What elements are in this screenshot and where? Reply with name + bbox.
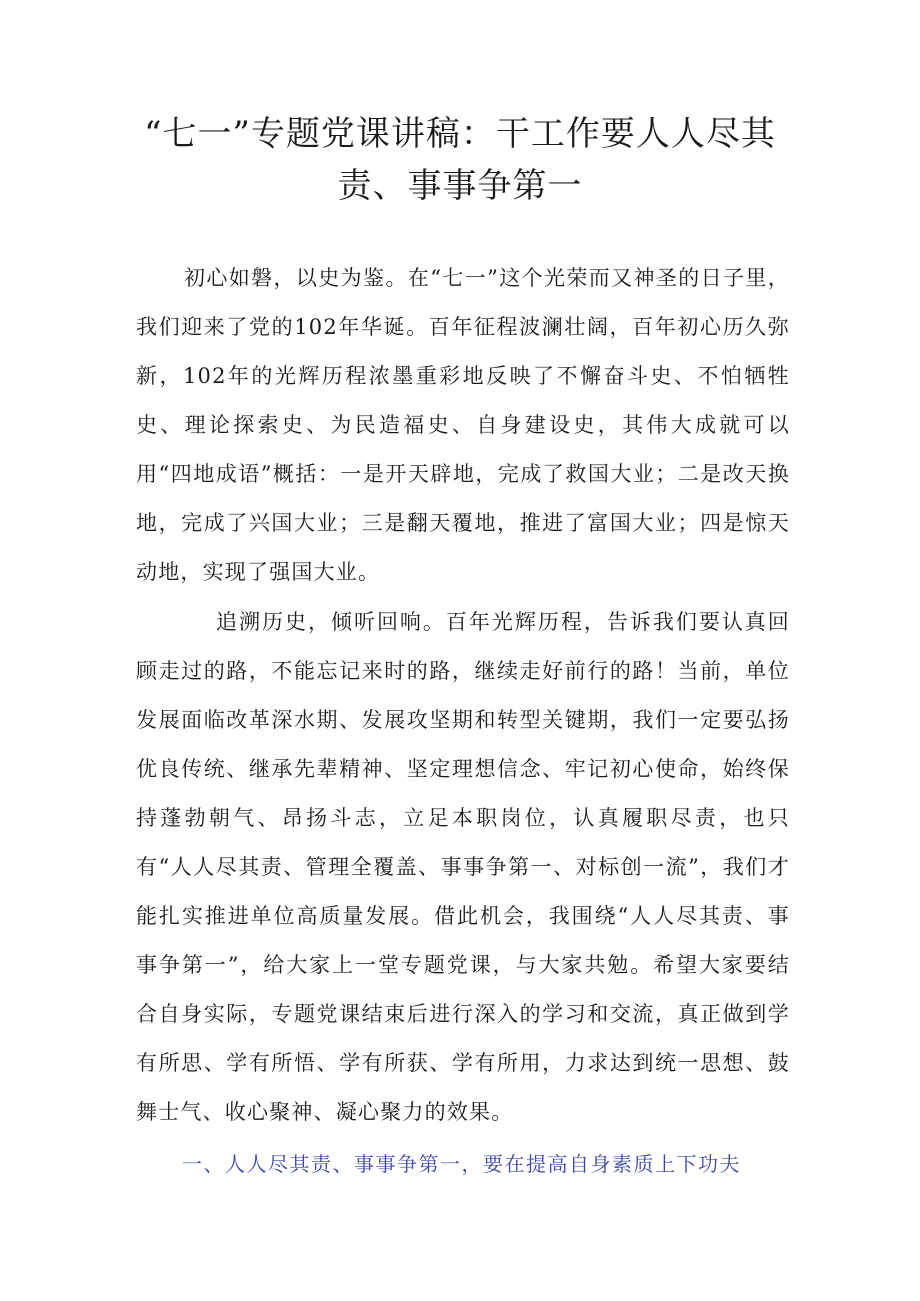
body-paragraph-2: 追溯历史，倾听回响。百年光辉历程，告诉我们要认真回顾走过的路，不能忘记来时的路，继续走好前行的路！当前，单位发展面临改革深水期、发展攻坚期和转型关键期，我们一定要弘扬优良传统、继承先辈精神、坚定理想信念、牢记初心使命，始终保持蓬勃朝气、昂扬斗志，立足本职岗位，认真履职尽责，也只有“人人尽其责、管理全覆盖、事事争第一、对标创一流”，我们才能扎实推进单位高质量发展。借此机会，我围绕“人人尽其责、事事争第一”，给大家上一堂专题党课，与大家共勉。希望大家要结合自身实际，专题党课结束后进行深入的学习和交流，真正做到学有所思、学有所悟、学有所获、学有所用，力求达到统一思想、鼓舞士气、收心聚神、凝心聚力的效果。 [136,610,790,1124]
section-heading-1: 一、人人尽其责、事事争第一，要在提高自身素质上下功夫 [182,1152,741,1176]
document-title-line-1: “七一”专题党课讲稿：干工作要人人尽其 [144,114,776,154]
body-paragraph-1: 初心如磐，以史为鉴。在“七一”这个光荣而又神圣的日子里，我们迎来了党的102年华诞。百年征程波澜壮阔，百年初心历久弥新，102年的光辉历程浓墨重彩地反映了不懈奋斗史、不怕牺牲史、理论探索史、为民造福史、自身建设史，其伟大成就可以用“四地成语”概括：一是开天辟地，完成了救国大业；二是改天换地，完成了兴国大业；三是翻天覆地，推进了富国大业；四是惊天动地，实现了强国大业。 [136,266,790,584]
document-title-line-2: 责、事事争第一 [337,166,583,206]
